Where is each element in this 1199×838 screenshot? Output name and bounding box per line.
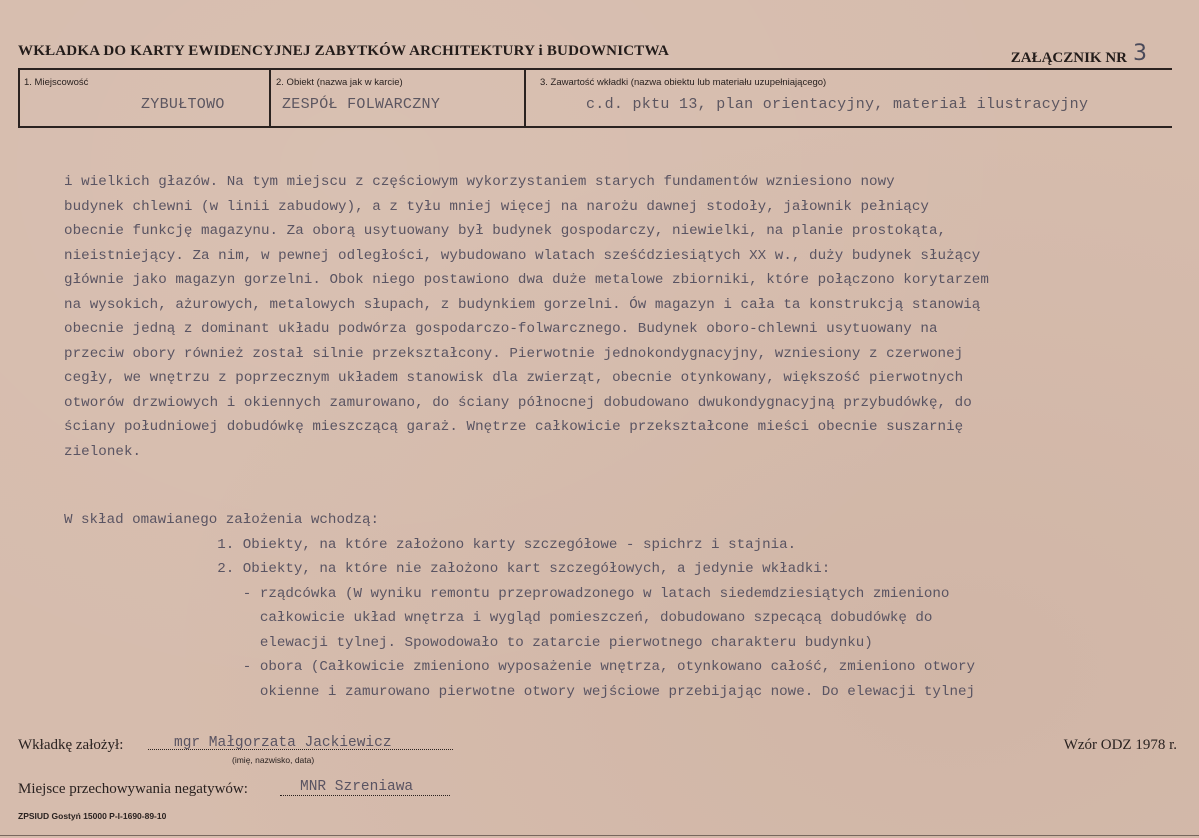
- header-rule-top: [18, 68, 1172, 70]
- field-divider: [269, 70, 271, 126]
- made-by-label: Wkładkę założył:: [18, 737, 124, 753]
- description-line: i wielkich głazów. Na tym miejscu z częściowym wykorzystaniem starych fundamentów wzniesiono nowy: [64, 174, 895, 190]
- list-subitem: - obora (Całkowicie zmieniono wyposażenie wnętrza, otynkowano całość, zmieniono otwory: [64, 659, 975, 675]
- made-by-hint: (imię, nazwisko, data): [232, 755, 315, 765]
- description-line: obecnie jedną z dominant układu podwórza gospodarczo-folwarcznego. Budynek oboro-chlewni usytuowany na: [64, 321, 938, 337]
- locality-value: ZYBUŁTOWO: [141, 96, 225, 113]
- list-item: 2. Obiekty, na które nie założono kart szczegółowych, a jedynie wkładki:: [64, 561, 831, 577]
- description-line: cegły, we wnętrzu z poprzecznym układem stanowisk dla zwierząt, obecnie otynkowany, większość pierwotnych: [64, 370, 964, 386]
- header-rule-bottom: [18, 126, 1172, 128]
- list-subitem: - rządcówka (W wyniku remontu przeprowadzonego w latach siedemdziesiątych zmieniono: [64, 585, 950, 602]
- locality-label: 1. Miejscowość: [24, 77, 89, 88]
- list-subitem: okienne i zamurowano pierwotne otwory wejściowe przebijając nowe. Do elewacji tylnej: [64, 683, 975, 700]
- description-line: budynek chlewni (w linii zabudowy), a z tyłu mniej więcej na narożu dawnej stodoły, jałownik pełniący: [64, 198, 929, 215]
- field-divider: [18, 70, 20, 126]
- content-value: c.d. pktu 13, plan orientacyjny, materiał ilustracyjny: [586, 96, 1089, 113]
- object-value: ZESPÓŁ FOLWARCZNY: [282, 96, 441, 113]
- description-line: obecnie funkcję magazynu. Za oborą usytuowany był budynek gospodarczy, niewielki, na planie prostokąta,: [64, 223, 947, 239]
- attachment-header: [1011, 43, 1147, 68]
- attachment-number: 3: [1133, 41, 1147, 66]
- object-label: 2. Obiekt (nazwa jak w karcie): [276, 77, 403, 88]
- printer-imprint: ZPSIUD Gostyń 15000 P-I-1690-89-10: [18, 811, 167, 821]
- card-bottom-edge: [0, 835, 1199, 836]
- storage-value: MNR Szreniawa: [300, 779, 414, 795]
- list-intro: W skład omawianego założenia wchodzą:: [64, 512, 380, 528]
- description-line: otworów drzwiowych i okiennych zamurowano, do ściany północnej dobudowano dwukondygnacyjną przybudówkę, do: [64, 394, 972, 411]
- list-item: 1. Obiekty, na które założono karty szczegółowe - spichrz i stajnia.: [64, 536, 797, 553]
- typed-description: [64, 170, 1174, 464]
- list-subitem: elewacji tylnej. Spowodowało to zatarcie pierwotnego charakteru budynku): [64, 634, 873, 651]
- description-line: na wysokich, ażurowych, metalowych słupach, z budynkiem gorzelni. Ów magazyn i cała ta konstrukcją stanowią: [64, 296, 981, 313]
- components-list: [64, 508, 1174, 704]
- form-title: WKŁADKA DO KARTY EWIDENCYJNEJ ZABYTKÓW ARCHITEKTURY i BUDOWNICTWA: [18, 43, 670, 59]
- attachment-label: ZAŁĄCZNIK NR: [1010, 50, 1127, 66]
- description-line: nieistniejący. Za nim, w pewnej odległości, wybudowano wlatach sześćdziesiątych XX w., duży budynek służący: [64, 247, 981, 264]
- storage-label: Miejsce przechowywania negatywów:: [18, 781, 248, 797]
- template-note: Wzór ODZ 1978 r.: [1063, 737, 1177, 753]
- content-label: 3. Zawartość wkładki (nazwa obiektu lub materiału uzupełniającego): [540, 77, 827, 88]
- description-line: ściany południowej dobudówkę mieszczącą garaż. Wnętrze całkowicie przekształcone mieści obecnie suszarnię: [64, 419, 964, 435]
- description-line: głównie jako magazyn gorzelni. Obok niego postawiono dwa duże metalowe zbiorniki, które połączono korytarzem: [64, 272, 989, 288]
- description-line: przeciw obory również został silnie przekształcony. Pierwotnie jednokondygnacyjny, wzniesiony z czerwonej: [64, 345, 964, 362]
- description-line: zielonek.: [64, 443, 142, 460]
- list-subitem: całkowicie układ wnętrza i wygląd pomieszczeń, dobudowano szpecącą dobudówkę do: [64, 610, 933, 626]
- field-divider: [524, 70, 526, 126]
- made-by-value: mgr Małgorzata Jackiewicz: [174, 735, 392, 751]
